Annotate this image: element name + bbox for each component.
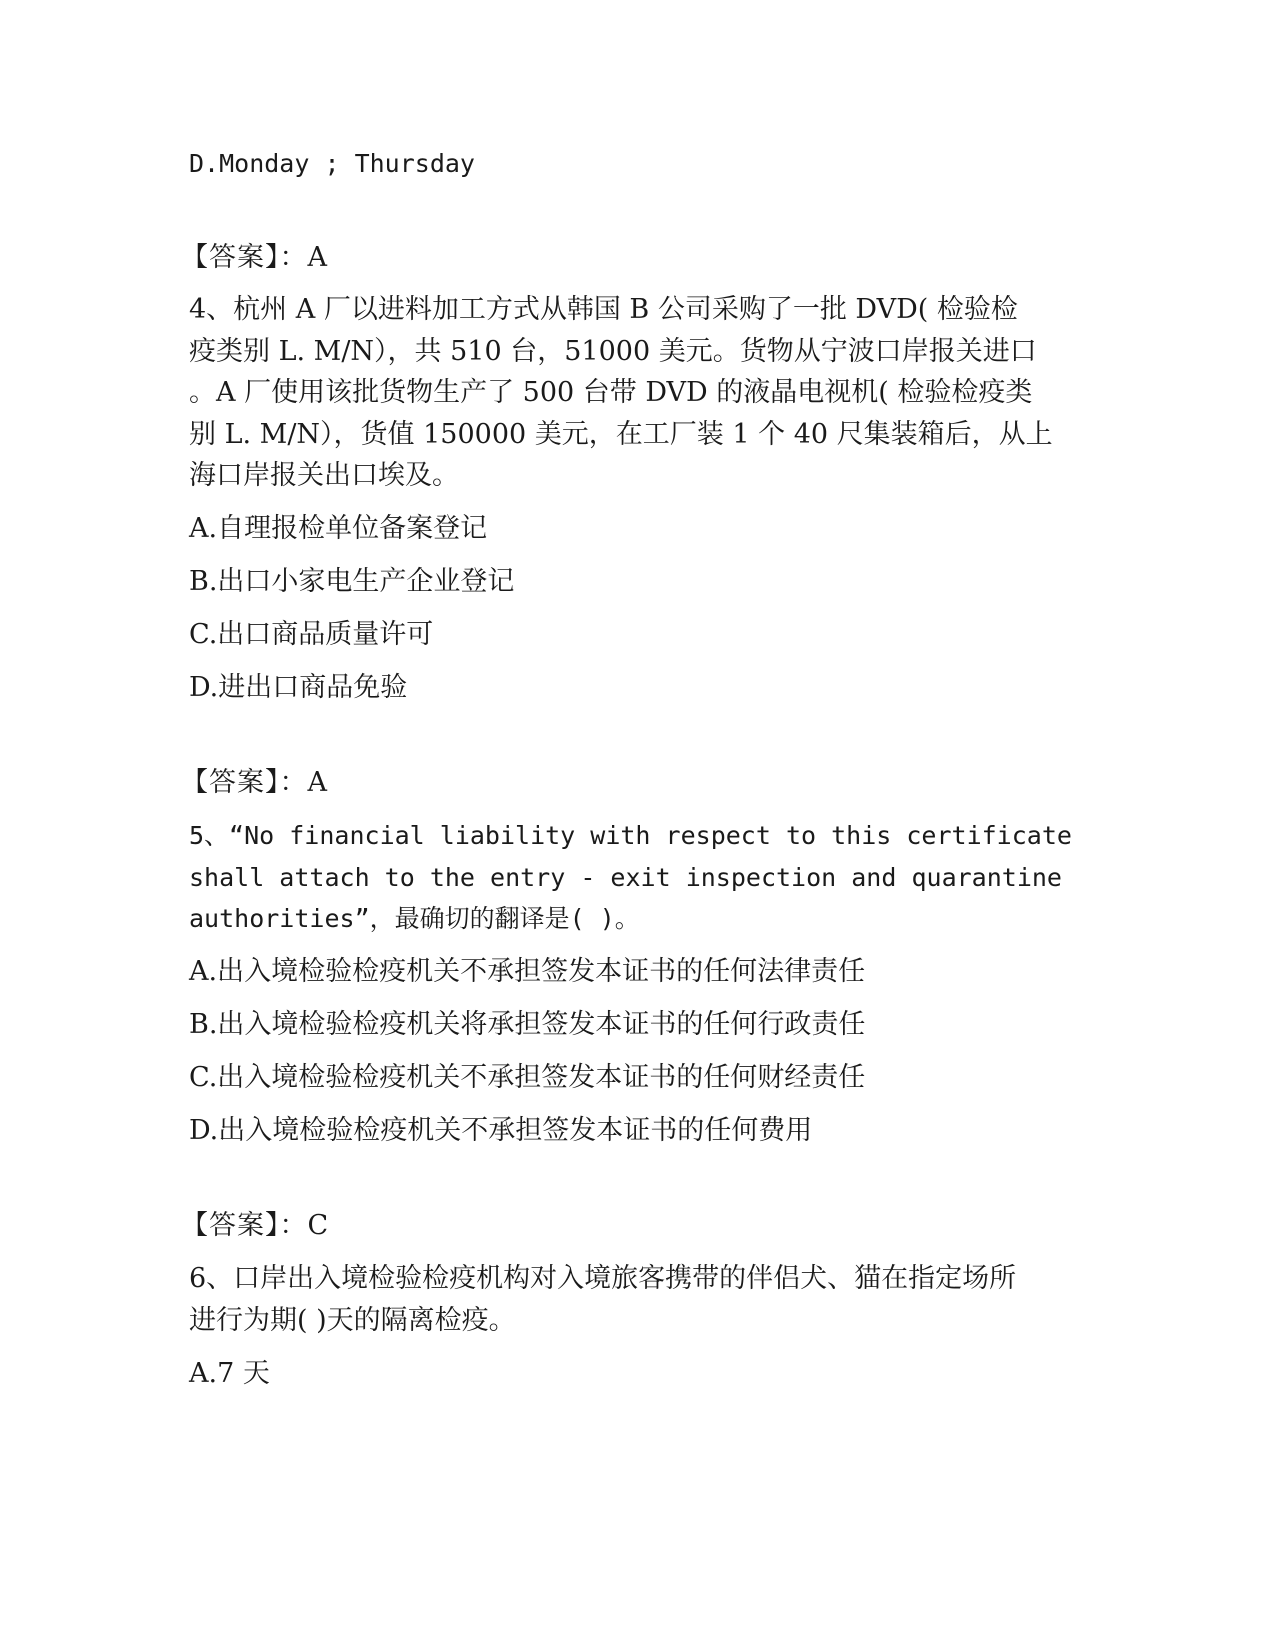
- q5-answer: 【答案】：C: [181, 1210, 330, 1241]
- q6-stem-line: 进行为期( )天的隔离检疫。: [189, 1305, 516, 1336]
- q4-option-d: D.进出口商品免验: [189, 672, 408, 703]
- q5-stem-line: shall attach to the entry - exit inspection and quarantine: [189, 863, 1062, 892]
- q4-option-b: B.出口小家电生产企业登记: [189, 566, 515, 597]
- q3-option-d: D.Monday ; Thursday: [189, 149, 475, 178]
- q4-option-a: A.自理报检单位备案登记: [189, 513, 488, 544]
- q3-answer: 【答案】：A: [181, 242, 328, 273]
- q5-option-a: A.出入境检验检疫机关不承担签发本证书的任何法律责任: [189, 956, 866, 987]
- q4-stem-line: 4、杭州 A 厂以进料加工方式从韩国 B 公司采购了一批 DVD( 检验检: [189, 294, 1018, 325]
- q5-stem-line: authorities”，最确切的翻译是( )。: [189, 904, 640, 933]
- q4-stem-line: 疫类别 L. M/N），共 510 台，51000 美元。货物从宁波口岸报关进口: [189, 336, 1037, 367]
- q4-answer: 【答案】：A: [181, 767, 328, 798]
- q5-option-d: D.出入境检验检疫机关不承担签发本证书的任何费用: [189, 1115, 813, 1146]
- q4-stem-line: 海口岸报关出口埃及。: [189, 460, 459, 491]
- q5-option-b: B.出入境检验检疫机关将承担签发本证书的任何行政责任: [189, 1009, 866, 1040]
- q6-stem-line: 6、口岸出入境检验检疫机构对入境旅客携带的伴侣犬、猫在指定场所: [189, 1263, 1017, 1294]
- q4-stem-line: 。A 厂使用该批货物生产了 500 台带 DVD 的液晶电视机( 检验检疫类: [189, 377, 1033, 408]
- q5-stem-line: 5、“No financial liability with respect to this certificate: [189, 821, 1072, 850]
- q4-option-c: C.出口商品质量许可: [189, 619, 434, 650]
- q6-option-a: A.7 天: [189, 1358, 270, 1389]
- q4-stem-line: 别 L. M/N），货值 150000 美元，在工厂装 1 个 40 尺集装箱后，从上: [189, 419, 1053, 450]
- q5-option-c: C.出入境检验检疫机关不承担签发本证书的任何财经责任: [189, 1062, 866, 1093]
